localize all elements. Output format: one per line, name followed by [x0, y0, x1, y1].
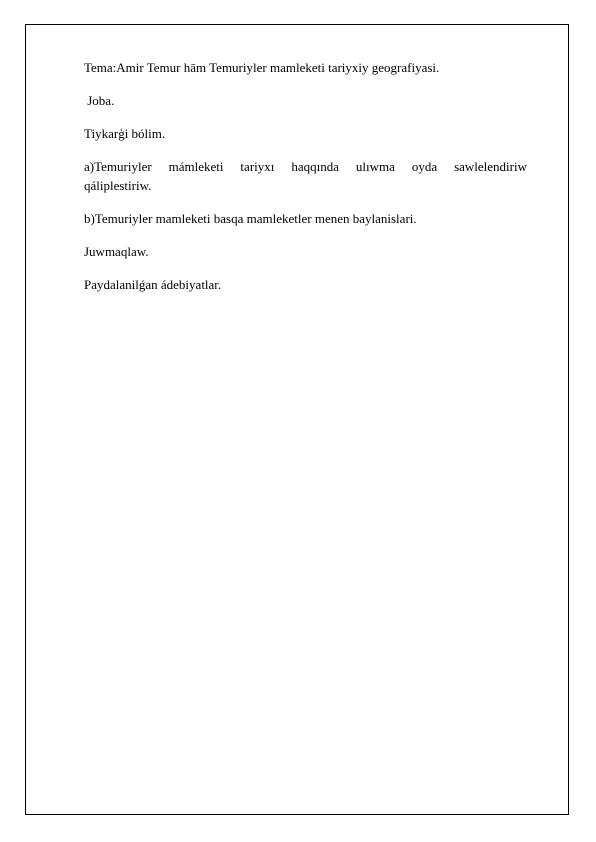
references-heading: Paydalanilǵan ádebiyatlar. [84, 277, 222, 292]
conclusion-heading: Juwmaqlaw. [84, 244, 149, 259]
main-part-heading: Tiykarģi bólim. [84, 126, 166, 141]
plan-heading: Joba. [84, 93, 115, 108]
document-body [84, 58, 527, 308]
plan-item-b: b)Temuriyler mamleketi basqa mamleketler menen baylanislari. [84, 211, 417, 226]
plan-item-a-line-1: a)Temuriyler mámleketi tariyxı haqqında ulıwma oyda sawlelendiriw [84, 159, 527, 174]
document-title: Tema:Amir Temur hām Temuriyler mamleketi tariyxiy geografiyasi. [84, 60, 440, 75]
plan-item-a [84, 157, 527, 195]
plan-item-a-line-2: qáliplestiriw. [84, 178, 152, 193]
